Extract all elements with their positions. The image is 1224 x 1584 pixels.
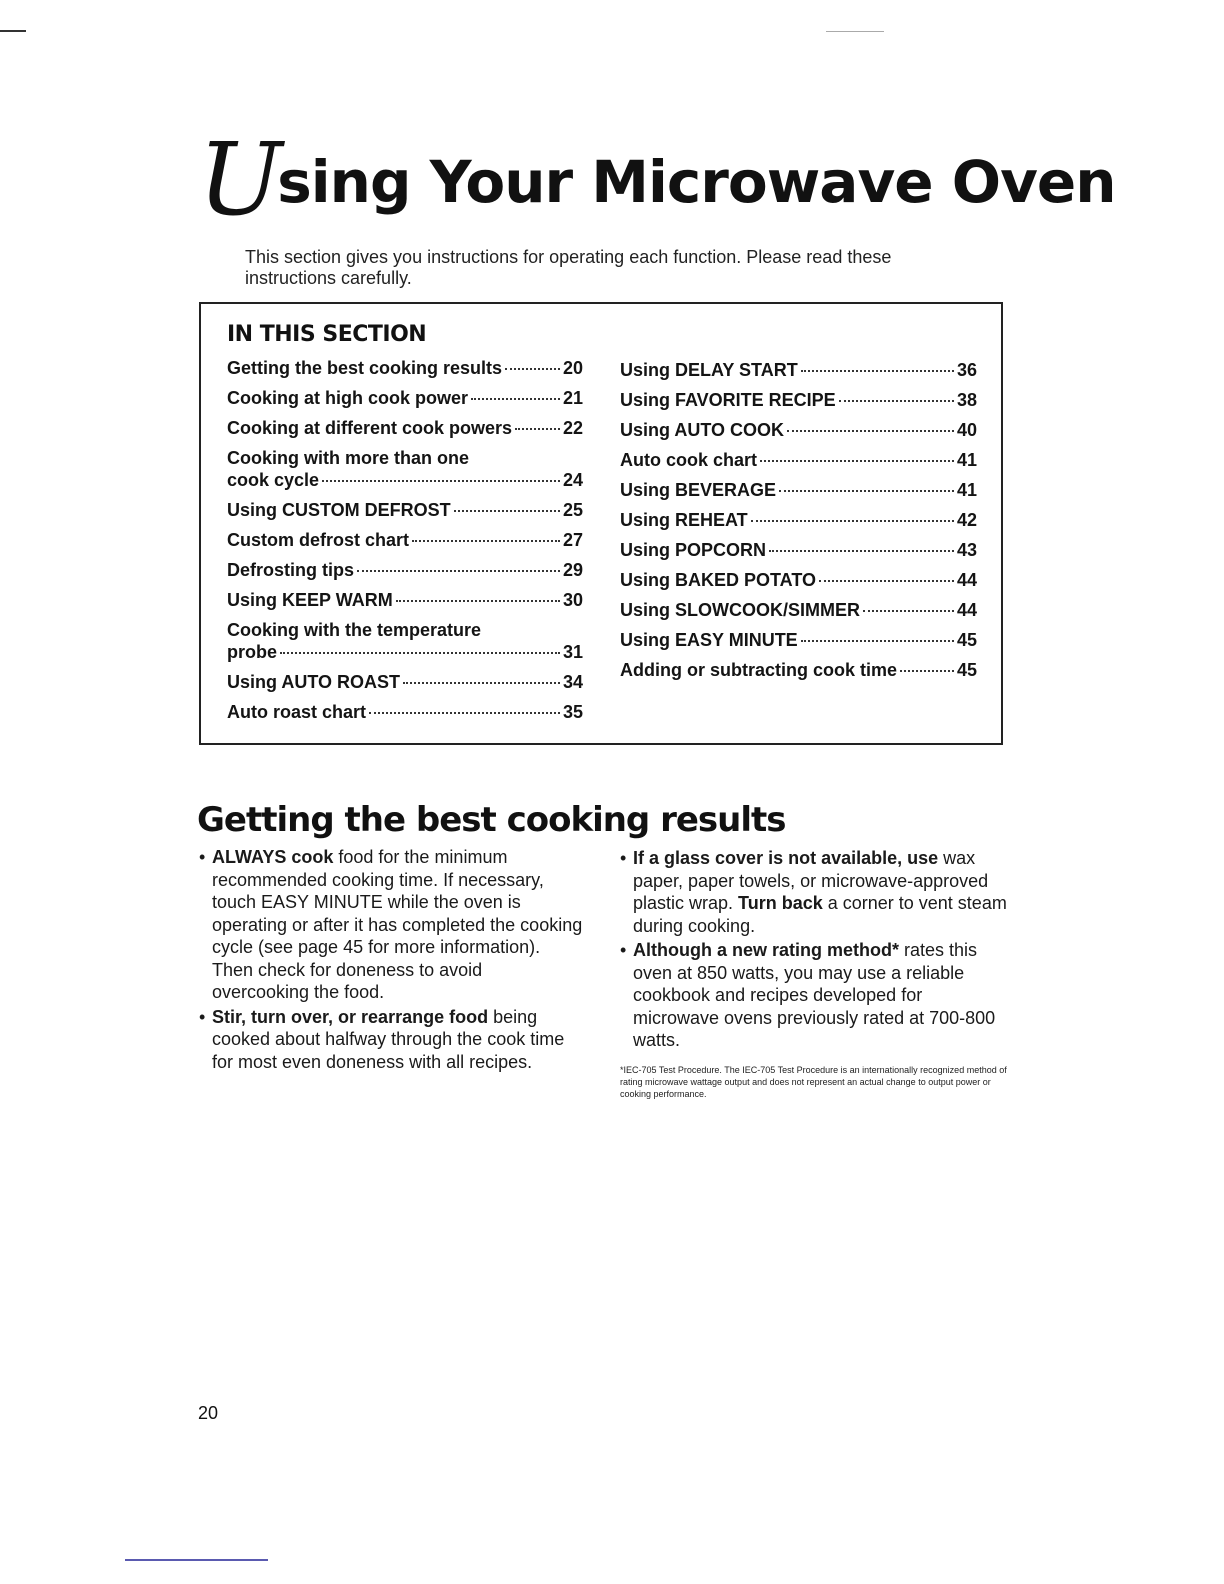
toc-entry: Using POPCORN 43 (620, 540, 977, 560)
footnote: *IEC-705 Test Procedure. The IEC-705 Test Procedure is an internationally recognized method of rating microwave wattage output and does not represent an actual change to output power or cooking performance. (620, 1065, 1007, 1099)
toc-entry: Using BAKED POTATO 44 (620, 570, 977, 590)
in-this-section-heading: IN THIS SECTION (227, 322, 427, 347)
toc-entry: Cooking with more than one cook cycle 24 (227, 448, 583, 490)
scan-artifact (826, 31, 884, 32)
tip-item: • Although a new rating method* rates this oven at 850 watts, you may use a reliable cookbook and recipes developed for microwave ovens previously rated at 700-800 watts. (620, 939, 1012, 1052)
toc-entry: Using BEVERAGE 41 (620, 480, 977, 500)
tip-item: • ALWAYS cook food for the minimum recommended cooking time. If necessary, touch EASY MINUTE while the oven is operating or after it has completed the cooking cycle (see page 45 for more information). Then check for doneness to avoid overcooking the food. (199, 846, 584, 1004)
tip-item: • Stir, turn over, or rearrange food being cooked about halfway through the cook time for most even doneness with all recipes. (199, 1006, 584, 1074)
page-title (198, 121, 1116, 238)
toc-entry: Using DELAY START 36 (620, 360, 977, 380)
toc-entry: Cooking with the temperature probe 31 (227, 620, 583, 662)
toc-entry: Using SLOWCOOK/SIMMER 44 (620, 600, 977, 620)
toc-entry: Using EASY MINUTE 45 (620, 630, 977, 650)
toc-entry: Adding or subtracting cook time 45 (620, 660, 977, 680)
toc-entry: Using AUTO COOK 40 (620, 420, 977, 440)
toc-right-column (620, 359, 977, 689)
scan-artifact (0, 30, 26, 32)
toc-entry: Using FAVORITE RECIPE 38 (620, 390, 977, 410)
title-text: sing Your Microwave Oven (277, 148, 1116, 216)
toc-entry: Custom defrost chart 27 (227, 530, 583, 550)
scan-artifact (125, 1559, 268, 1561)
toc-entry: Using REHEAT 42 (620, 510, 977, 530)
toc-entry: Using AUTO ROAST 34 (227, 672, 583, 692)
toc-entry: Cooking at different cook powers 22 (227, 418, 583, 438)
tips-right-column (620, 847, 1012, 1054)
toc-entry: Auto cook chart 41 (620, 450, 977, 470)
toc-entry: Getting the best cooking results 20 (227, 358, 583, 378)
toc-entry: Auto roast chart 35 (227, 702, 583, 722)
toc-entry: Defrosting tips 29 (227, 560, 583, 580)
page-number: 20 (198, 1403, 219, 1423)
toc-left-column (227, 357, 583, 731)
toc-entry: Cooking at high cook power 21 (227, 388, 583, 408)
toc-entry: Using KEEP WARM 30 (227, 590, 583, 610)
tips-left-column (199, 846, 584, 1075)
intro-text: This section gives you instructions for operating each function. Please read these instructions carefully. (245, 247, 892, 288)
title-drop-cap: U (198, 121, 282, 238)
toc-entry: Using CUSTOM DEFROST 25 (227, 500, 583, 520)
tip-item: • If a glass cover is not available, use wax paper, paper towels, or microwave-approved plastic wrap. Turn back a corner to vent steam during cooking. (620, 847, 1012, 937)
section-heading: Getting the best cooking results (197, 800, 786, 840)
